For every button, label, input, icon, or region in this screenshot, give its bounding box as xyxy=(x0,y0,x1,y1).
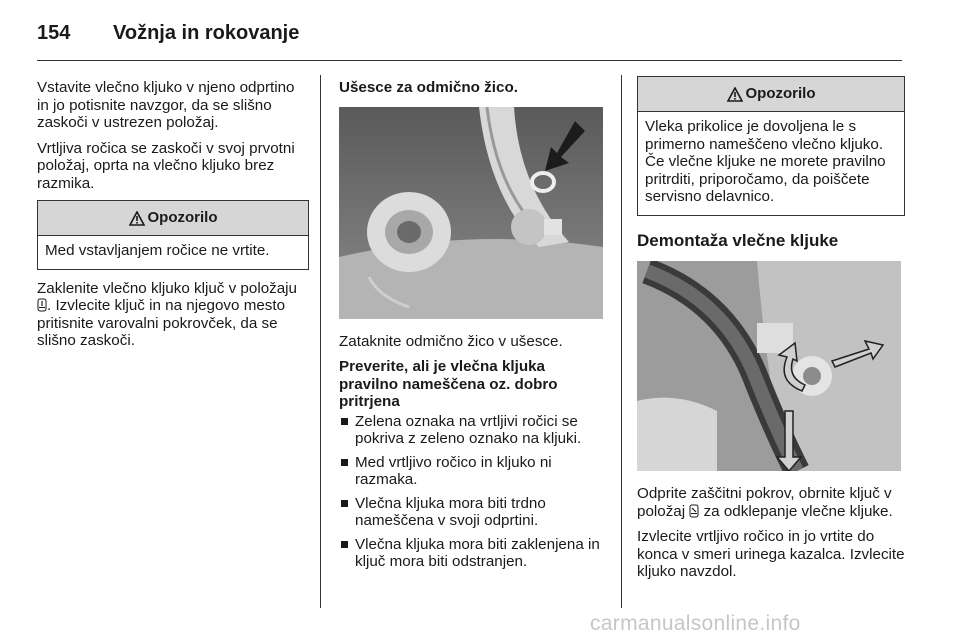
removal-photo xyxy=(637,261,901,471)
text-run: Zaklenite vlečno kljuko ključ v položaju xyxy=(37,279,298,297)
warning-text: Vleka prikolice je dovoljena le s primerno nameščeno vlečno kljuko. Če vlečne kljuke ne morete pravilno pritrditi, priporočamo, da poiščete servisno delavnico. xyxy=(645,118,886,205)
list-item xyxy=(339,413,607,448)
bullet-square-icon xyxy=(341,459,348,466)
warning-text: Med vstavljanjem ročice ne vrtite. xyxy=(45,242,270,259)
photo-caption: Zataknite odmično žico v ušesce. xyxy=(339,332,563,350)
warning-title: Opozorilo xyxy=(147,209,218,227)
locked-key-icon xyxy=(37,298,47,312)
paragraph xyxy=(37,280,309,350)
warning-triangle-icon xyxy=(727,87,743,102)
warning-header xyxy=(638,77,904,112)
section-heading: Ušesce za odmično žico. xyxy=(339,79,518,96)
warning-box xyxy=(37,200,309,270)
column-divider-1 xyxy=(320,75,321,608)
paragraph: Vstavite vlečno kljuko v njeno odprtino in jo potisnite navzgor, da se slišno zaskoči v ustrezen položaj. xyxy=(37,79,295,131)
warning-triangle-icon xyxy=(129,211,145,226)
warning-box xyxy=(637,76,905,216)
column-middle xyxy=(339,79,607,577)
unlocked-key-icon xyxy=(689,504,699,518)
eyelet-photo xyxy=(339,107,603,319)
header-rule xyxy=(37,60,902,61)
list-item-text: Med vrtljivo ročico in kljuko ni razmaka. xyxy=(355,453,552,488)
list-item xyxy=(339,536,607,571)
paragraph: Vrtljiva ročica se zaskoči v svoj prvotni položaj, oprta na vlečno kljuko brez razmika. xyxy=(37,139,295,192)
column-divider-2 xyxy=(621,75,622,608)
bullet-square-icon xyxy=(341,418,348,425)
text-run: za odklepanje vlečne kljuke. xyxy=(699,502,893,520)
list-item xyxy=(339,495,607,530)
page-number: 154 xyxy=(37,22,71,44)
column-left xyxy=(37,79,309,358)
list-item xyxy=(339,454,607,489)
warning-header xyxy=(38,201,308,236)
list-item-text: Zelena oznaka na vrtljivi ročici se pokriva z zeleno oznako na kljuki. xyxy=(355,412,582,447)
page-title: Vožnja in rokovanje xyxy=(113,22,300,44)
column-right xyxy=(637,79,905,589)
section-heading: Demontaža vlečne kljuke xyxy=(637,230,839,250)
list-item-text: Vlečna kljuka mora biti trdno nameščena v svoji odprtini. xyxy=(355,494,546,529)
paragraph: Izvlecite vrtljivo ročico in jo vrtite do konca v smeri urinega kazalca. Izvlecite kljuko navzdol. xyxy=(637,528,905,580)
text-run: . Izvlecite ključ in na njegovo mesto pritisnite varovalni pokrovček, da se slišno zaskoči. xyxy=(37,297,286,349)
check-list xyxy=(339,413,607,571)
list-item-text: Vlečna kljuka mora biti zaklenjena in ključ mora biti odstranjen. xyxy=(355,535,600,570)
paragraph xyxy=(637,485,905,520)
watermark: carmanualsonline.info xyxy=(590,612,801,635)
text-run: Odprite zaščitni pokrov, obrnite ključ v položaj xyxy=(637,485,892,520)
bullet-square-icon xyxy=(341,541,348,548)
warning-title: Opozorilo xyxy=(745,85,816,103)
bullet-square-icon xyxy=(341,500,348,507)
check-heading: Preverite, ali je vlečna kljuka pravilno nameščena oz. dobro pritrjena xyxy=(339,358,558,410)
